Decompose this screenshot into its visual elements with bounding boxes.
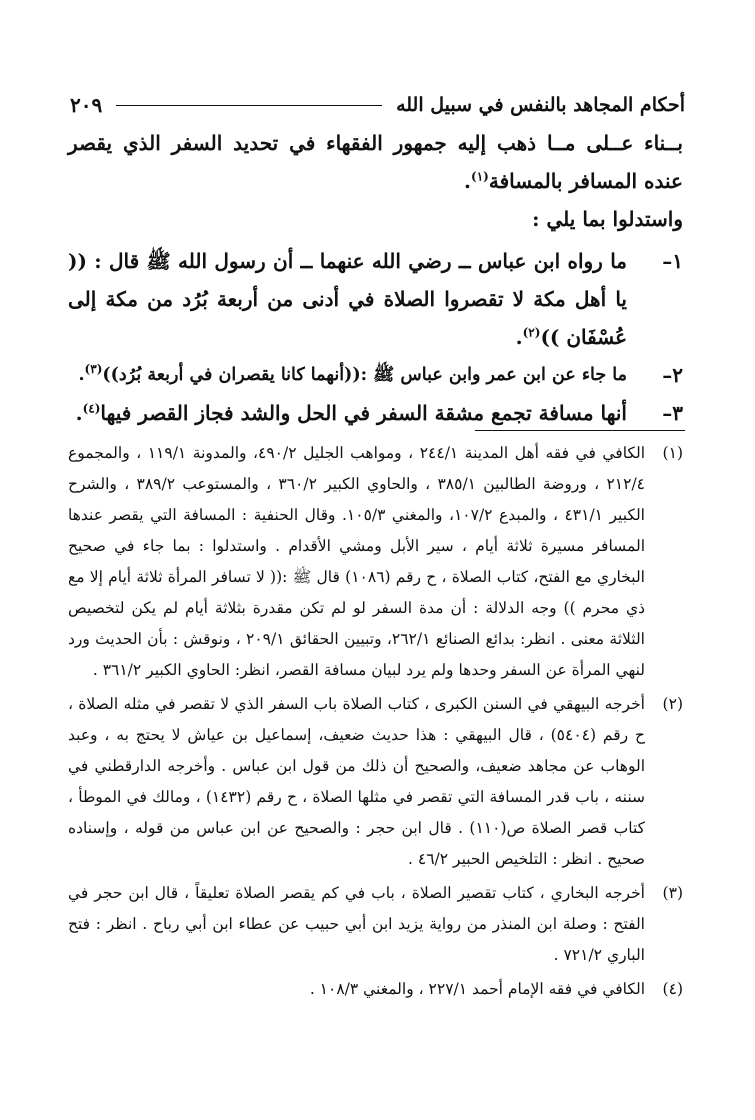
footnote-text: أخرجه البخاري ، كتاب تقصير الصلاة ، باب في كم يقصر الصلاة تعليقاً ، قال ابن حجر في الفتح : وصلة ابن المنذر من رواية يزيد ابن أبي حبيب عن عطاء ابن أبي رباح . انظر : فتح الباري ٧٢١/٢ . — [68, 884, 645, 964]
opening-end: . — [464, 169, 472, 193]
footnote — [68, 974, 683, 1005]
item-number: ٢– — [662, 363, 683, 387]
item-text: ما رواه ابن عباس ــ رضي الله عنهما ــ أن رسول الله ﷺ قال : (( يا أهل مكة لا تقصروا الصلاة في أدنى من أربعة بُرُد من مكة إلى عُسْفَان )) — [68, 249, 627, 349]
footnote-text: أخرجه البيهقي في السنن الكبرى ، كتاب الصلاة باب السفر الذي لا تقصر في مثله الصلاة ، ح رقم (٥٤٠٤) ، قال البيهقي : هذا حديث ضعيف، إسماعيل بن عياش لا يحتج به ، وعبد الوهاب عن مجاهد ضعيف، والصحيح أن ذلك من قول ابن عباس . وأخرجه الدارقطني في سننه ، باب قدر المسافة التي تقصر في مثلها الصلاة ، ح رقم (١٤٣٢) ، ومالك في الموطأ ، كتاب قصر الصلاة ص(١١٠) . قال ابن حجر : والصحيح عن ابن عباس من قوله ، وإسناده صحيح . انظر : التلخيص الحبير ٤٦/٢ . — [68, 695, 646, 868]
item-text: ما جاء عن ابن عمر وابن عباس ﷺ :((أنهما كانا يقصران في أربعة بُرُد)) — [102, 365, 627, 385]
item-end: . — [75, 401, 83, 425]
item-number: ٣– — [662, 401, 683, 425]
footnote-number: (٢) — [662, 695, 683, 713]
footnote-number: (٣) — [662, 884, 683, 902]
footnotes — [68, 438, 683, 1008]
main-text — [68, 124, 683, 432]
item-end: . — [515, 325, 523, 349]
header-rule — [116, 105, 382, 106]
footnote-number: (١) — [662, 444, 683, 462]
footnote-ref-2: (٢) — [522, 325, 541, 340]
evidence-item — [68, 356, 683, 394]
page-header — [70, 90, 685, 120]
footnote — [68, 689, 683, 875]
footnote-ref-4: (٤) — [82, 401, 101, 416]
footnote-ref-3: (٣) — [84, 362, 103, 377]
opening-paragraph — [68, 124, 683, 200]
footnote-number: (٤) — [662, 980, 683, 998]
item-end: . — [78, 365, 85, 385]
opening-text: بــناء عــلى مــا ذهب إليه جمهور الفقهاء في تحديد السفر الذي يقصر عنده المسافر بالمسافة — [68, 131, 683, 193]
footnote-text: الكافي في فقه الإمام أحمد ٢٢٧/١ ، والمغني ١٠٨/٣ . — [309, 980, 645, 998]
page-number: ٢٠٩ — [70, 93, 103, 117]
evidence-item — [68, 394, 683, 432]
item-text: أنها مسافة تجمع مشقة السفر في الحل والشد فجاز القصر فيها — [100, 401, 627, 425]
footnote-ref-1: (١) — [471, 169, 489, 184]
running-title: أحكام المجاهد بالنفس في سبيل الله — [396, 94, 685, 116]
footnote-text: الكافي في فقه أهل المدينة ٢٤٤/١ ، ومواهب الجليل ٤٩٠/٢، والمدونة ١١٩/١ ، والمجموع ٢١٢/٤ ، وروضة الطالبين ٣٨٥/١ ، والحاوي الكبير ٣٦٠/٢ ، والمستوعب ٣٨٩/٢ ، والشرح الكبير ٤٣١/١ ، والمبدع ١٠٧/٢، والمغني ١٠٥/٣. وقال الحنفية : المسافة التي يقصر عندها المسافر مسيرة ثلاثة أيام ، سير الأبل ومشي الأقدام . واستدلوا : بما جاء في صحيح البخاري مع الفتح، كتاب الصلاة ، ح رقم (١٠٨٦) قال ﷺ :(( لا تسافر المرأة ثلاثة أيام إلا مع ذي محرم )) وجه الدلالة : أن مدة السفر لو لم تكن مقدرة بثلاثة أيام لم يكن لتخصيص الثلاثة معنى . انظر: بدائع الصنائع ٢٦٢/١، وتبيين الحقائق ٢٠٩/١ ، ونوقش : بأن الحديث ورد لنهي المرأة عن السفر وحدها ولم يرد لبيان مسافة القصر، انظر: الحاوي الكبير ٣٦١/٢ . — [68, 444, 646, 679]
evidence-intro: واستدلوا بما يلي : — [532, 207, 683, 231]
item-text-wrap — [68, 242, 627, 356]
item-text-wrap — [68, 394, 627, 432]
footnote — [68, 438, 683, 686]
evidence-item — [68, 242, 683, 356]
footnote — [68, 878, 683, 971]
item-number: ١– — [662, 249, 683, 273]
footnote-separator — [475, 430, 685, 431]
item-text-wrap — [68, 356, 627, 394]
